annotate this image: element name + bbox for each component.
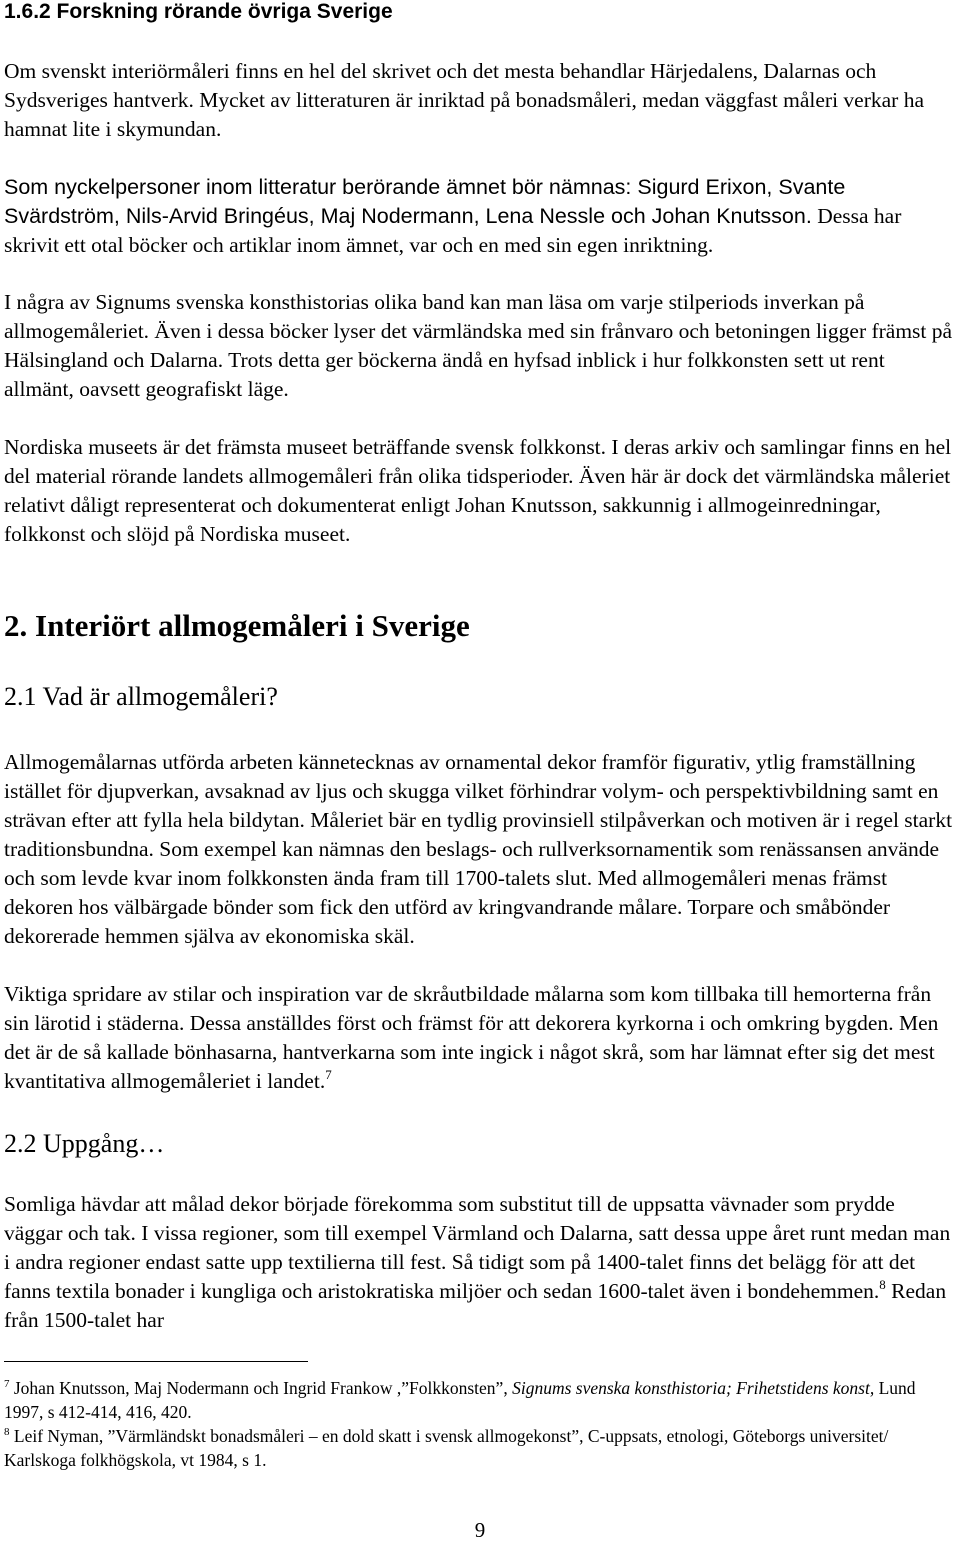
key-persons-sans-text: Som nyckelpersoner inom litteratur berörande ämnet bör nämnas: Sigurd Erixon, Svante Svärdström, Nils-Arvid Bringéus, Maj Nodermann, Lena Nessle och Johan Knutsson. xyxy=(4,175,846,228)
paragraph-spridare xyxy=(4,980,956,1096)
chapter-heading: 2. Interiört allmogemåleri i Sverige xyxy=(4,608,470,643)
somliga-tail-text: Redan från 1500-talet har xyxy=(4,1279,947,1332)
spridare-text: Viktiga spridare av stilar och inspiration var de skråutbildade målarna som kom tillbaka till hemorterna från sin lärotid i städerna. Dessa anställdes först och främst för att dekorera kyrkorna i och omkring bygden. Men det är de så kallade bönhasarna, hantverkarna som inte ingick i något skrå, som har lämnat efter sig det mest kvantitativa allmogemåleriet i landet. xyxy=(4,982,939,1093)
footnote-7 xyxy=(4,1376,956,1424)
footnote-text-end: Lund 1997, s 412-414, 416, 420. xyxy=(4,1378,916,1422)
footnote-number: 8 xyxy=(4,1426,10,1438)
section-heading: 1.6.2 Forskning rörande övriga Sverige xyxy=(4,0,393,23)
paragraph-nordiska-museet: Nordiska museets är det främsta museet beträffande svensk folkkonst. I deras arkiv och samlingar finns en hel del material rörande landets allmogemåleri från olika tidsperioder. Även här är dock det värmländska måleriet relativt dåligt representerat och dokumenterat enligt Johan Knutsson, sakkunnig i allmogeinredningar, folkkonst och slöjd på Nordiska museet. xyxy=(4,435,952,546)
subheading-vad-ar-allmogemaleri: 2.1 Vad är allmogemåleri? xyxy=(4,682,278,711)
footnote-separator xyxy=(4,1361,308,1362)
footnote-ref-7: 7 xyxy=(325,1067,332,1082)
paragraph-intro: Om svenskt interiörmåleri finns en hel del skrivet och det mesta behandlar Härjedalens, Dalarnas och Sydsveriges hantverk. Mycket av litteraturen är inriktad på bonadsmåleri, medan väggfast måleri verkar ha hamnat lite i skymundan. xyxy=(4,59,924,141)
somliga-text: Somliga hävdar att målad dekor började förekomma som substitut till de uppsatta vävnader som prydde väggar och tak. I vissa regioner, som till exempel Värmland och Dalarna, satt dessa uppe året runt medan man i andra regioner endast satte upp textilierna till fest. Så tidigt som på 1400-talet finns det belägg för att det fanns textila bonader i kungliga och aristokratiska miljöer och sedan 1600-talet även i bondehemmen. xyxy=(4,1192,951,1303)
footnote-ref-8: 8 xyxy=(879,1277,886,1292)
subheading-uppgang: 2.2 Uppgång… xyxy=(4,1129,165,1158)
footnote-italic-text: Signums svenska konsthistoria; Frihetstidens konst, xyxy=(512,1378,875,1398)
paragraph-somliga xyxy=(4,1190,956,1335)
paragraph-signum: I några av Signums svenska konsthistorias olika band kan man läsa om varje stilperiods inverkan på allmogemåleriet. Även i dessa böcker lyser det värmländska med sin frånvaro och betoningen ligger främst på Hälsingland och Dalarna. Trots detta ger böckerna ändå en hyfsad inblick i hur folkkonsten sett ut rent allmänt, oavsett geografiskt läge. xyxy=(4,290,953,401)
footnote-text: Johan Knutsson, Maj Nodermann och Ingrid Frankow ,”Folkkonsten”, xyxy=(9,1378,513,1398)
key-persons-serif-text: Dessa har skrivit ett otal böcker och artiklar inom ämnet, var och en med sin egen inriktning. xyxy=(4,204,902,257)
paragraph-allmogemalarna: Allmogemålarnas utförda arbeten kännetecknas av ornamental dekor framför figurativ, ytlig framställning istället för djupverkan, avsaknad av ljus och skugga vilket förhindrar volym- och perspektivbildning samt en strävan efter att fylla hela bildytan. Måleriet bär en tydlig provinsiell stilpåverkan och motiven är i regel starkt traditionsbundna. Som exempel kan nämnas den beslags- och rullverksornamentik som renässansen använde och som levde kvar inom folkkonsten ända fram till 1700-talets slut. Med allmogemåleri menas främst dekoren hos välbärgade bönder som fick den utförd av kringvandrande målare. Torpare och småbönder dekorerade hemmen själva av ekonomiska skäl. xyxy=(4,750,953,948)
footnote-8 xyxy=(4,1424,956,1472)
footnote-text: Leif Nyman, ”Värmländskt bonadsmåleri – en dold skatt i svensk allmogekonst”, C-uppsats, etnologi, Göteborgs universitet/ Karlskoga folkhögskola, vt 1984, s 1. xyxy=(4,1426,889,1470)
page-number: 9 xyxy=(474,1518,486,1542)
footnote-number: 7 xyxy=(4,1378,10,1390)
paragraph-key-persons xyxy=(4,173,956,260)
